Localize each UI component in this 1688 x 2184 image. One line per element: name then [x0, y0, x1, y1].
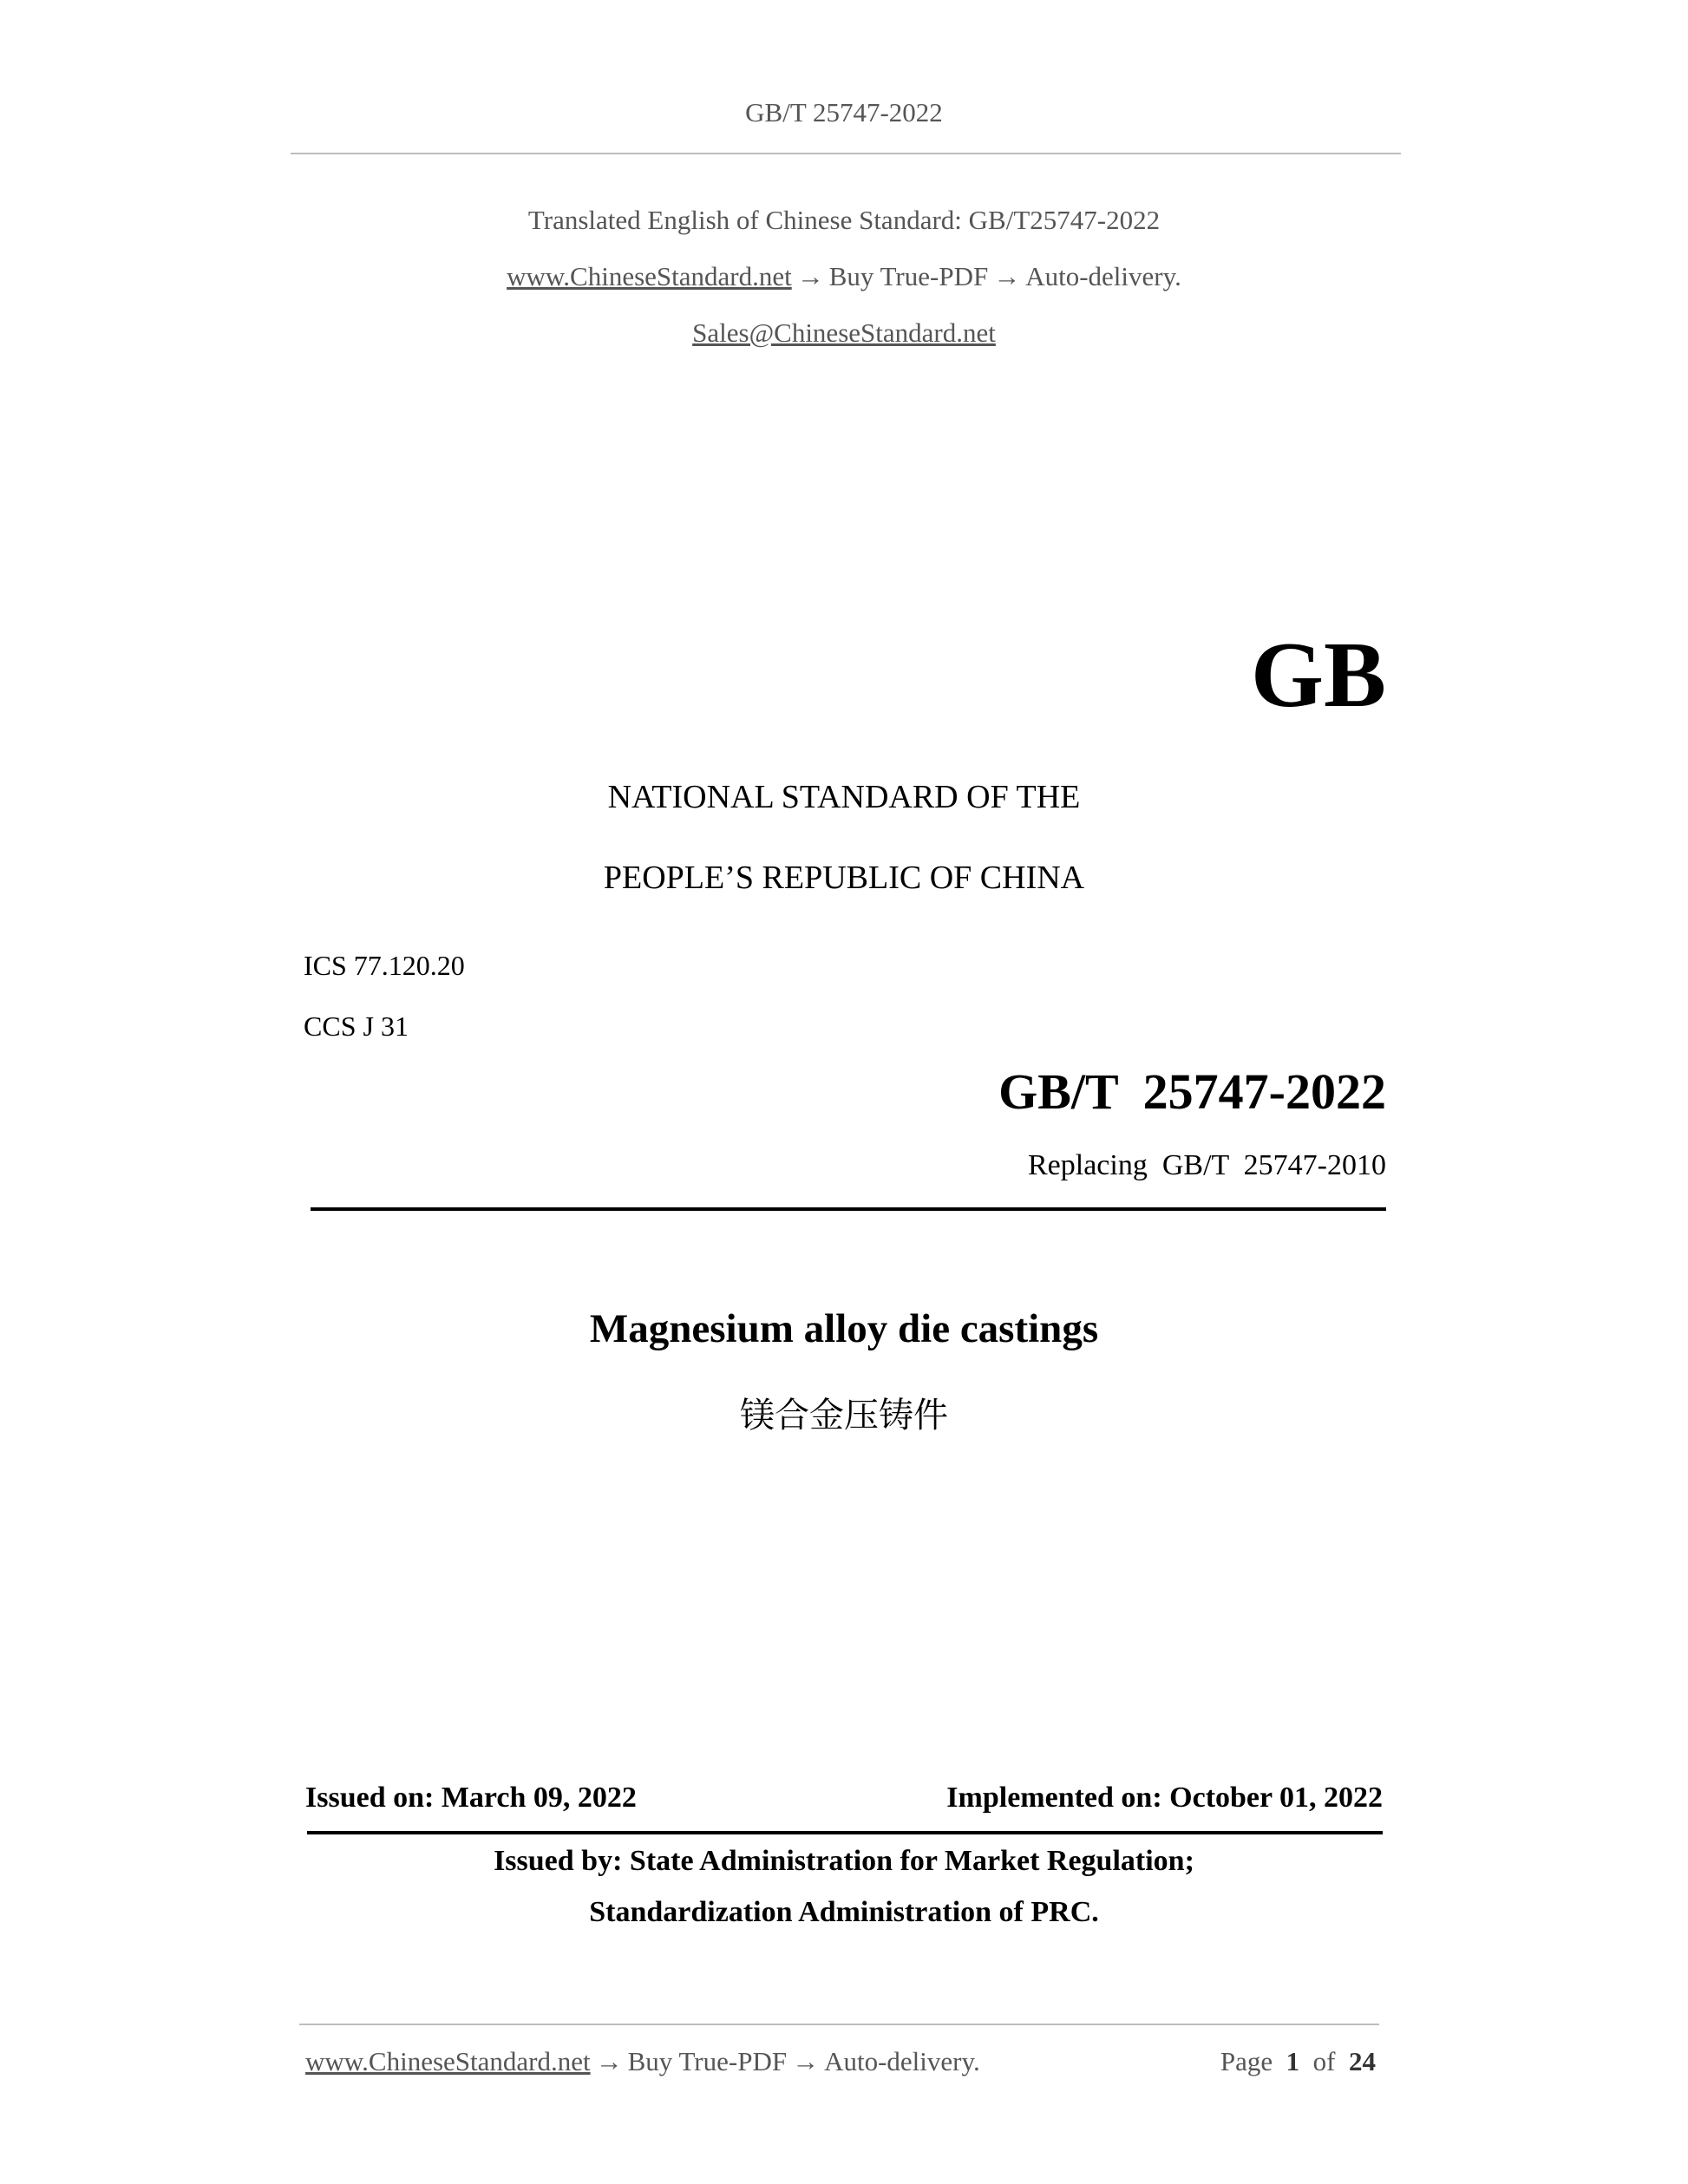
delivery-text: Auto-delivery. [1025, 261, 1181, 291]
translation-notice: Translated English of Chinese Standard: GB/T25747-2022 [527, 205, 1161, 235]
issued-on-date: Issued on: March 09, 2022 [305, 1782, 637, 1814]
replacing-note: Replacing GB/T 25747-2010 [1028, 1149, 1386, 1181]
page-label: Page [1220, 2046, 1273, 2076]
header-divider [291, 153, 1401, 154]
implemented-on-date: Implemented on: October 01, 2022 [946, 1782, 1383, 1814]
arrow-right-icon: → [595, 2046, 623, 2076]
footer-divider [299, 2024, 1379, 2025]
footer-delivery-text: Auto-delivery. [824, 2046, 980, 2076]
page-of-label: of [1312, 2046, 1336, 2076]
issued-by-line2: Standardization Administration of PRC. [589, 1896, 1099, 1928]
running-header: GB/T 25747-2022 [745, 97, 943, 128]
footer-purchase-line [305, 2046, 980, 2077]
site-link[interactable]: www.ChineseStandard.net [507, 261, 792, 291]
footer-buy-text: Buy True-PDF [627, 2046, 788, 2076]
purchase-line [0, 261, 1688, 292]
arrow-right-icon: → [792, 2046, 820, 2076]
dates-divider [307, 1831, 1383, 1834]
buy-text: Buy True-PDF [828, 261, 989, 291]
page-current: 1 [1286, 2046, 1300, 2076]
footer-site-link[interactable]: www.ChineseStandard.net [305, 2046, 591, 2076]
issued-by-line1: Issued by: State Administration for Market Regulation; [494, 1845, 1194, 1877]
page-total: 24 [1349, 2046, 1376, 2076]
national-standard-line1: NATIONAL STANDARD OF THE [607, 779, 1081, 815]
email-line [0, 317, 1688, 349]
email-link[interactable]: Sales@ChineseStandard.net [692, 317, 996, 348]
page-number [1220, 2046, 1376, 2077]
ics-code: ICS 77.120.20 [304, 950, 465, 981]
arrow-right-icon: → [993, 261, 1021, 291]
arrow-right-icon: → [796, 261, 824, 291]
document-title-zh: 镁合金压铸件 [740, 1396, 948, 1435]
gb-mark: GB [1250, 624, 1386, 727]
document-title-en: Magnesium alloy die castings [589, 1306, 1099, 1351]
national-standard-line2: PEOPLE’S REPUBLIC OF CHINA [603, 860, 1085, 896]
standard-number: GB/T 25747-2022 [998, 1063, 1386, 1120]
ccs-code: CCS J 31 [304, 1010, 409, 1042]
title-divider [311, 1207, 1386, 1211]
